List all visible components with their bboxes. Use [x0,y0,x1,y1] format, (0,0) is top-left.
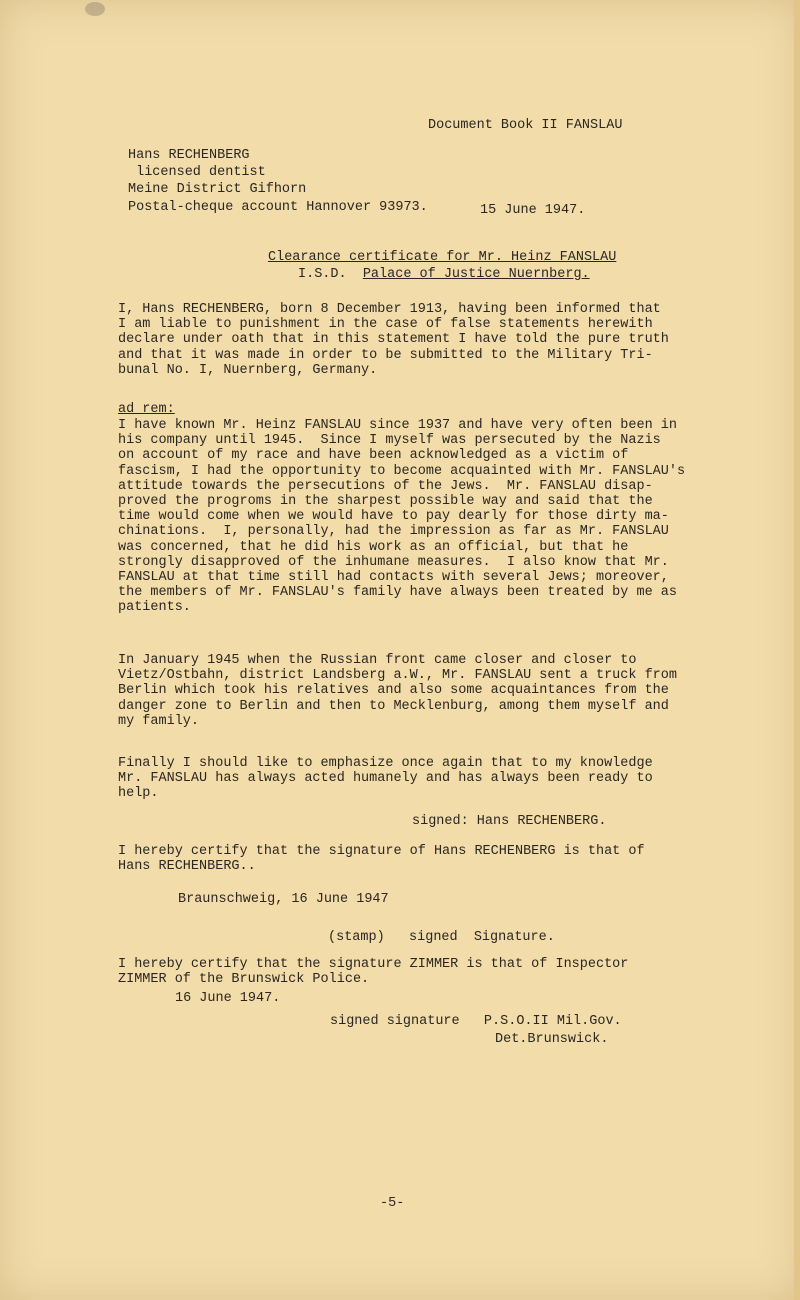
sender-account: Postal-cheque account Hannover 93973. [128,200,428,215]
certify-date: 16 June 1947. [175,991,281,1006]
signed-line: signed: Hans RECHENBERG. [412,814,607,829]
certify-paragraph-1: I hereby certify that the signature of Hans RECHENBERG is that of Hans RECHENBERG.. [118,844,645,875]
sender-title: licensed dentist [128,165,266,180]
ad-rem-label: ad rem: [118,402,175,417]
document-reference: Document Book II FANSLAU [428,118,623,133]
january-paragraph: In January 1945 when the Russian front came closer and closer to Vietz/Ostbahn, district Landsberg a.W., Mr. FANSLAU sent a truck from Berlin which took his relatives and also some acquaintances from the danger zone to Berlin and then to Mecklenburg, among them myself and my family. [118,653,677,729]
place-date: Braunschweig, 16 June 1947 [178,892,389,907]
heading-location: Palace of Justice Nuernberg. [362,267,590,282]
signed-office: Det.Brunswick. [495,1032,609,1047]
certify-paragraph-2: I hereby certify that the signature ZIMMER is that of Inspector ZIMMER of the Brunswick Police. [118,957,629,988]
page-number: -5- [380,1196,405,1211]
finally-paragraph: Finally I should like to emphasize once again that to my knowledge Mr. FANSLAU has always acted humanely and has always been ready to help. [118,756,653,802]
heading-line-2 [298,267,590,283]
letter-date: 15 June 1947. [480,203,586,218]
ink-smudge [85,2,105,16]
ad-rem-paragraph: I have known Mr. Heinz FANSLAU since 1937 and have very often been in his company until 1945. Since I myself was persecuted by the Nazis on account of my race and have been acknowledged as a victim of fascism, I had the opportunity to become acquainted with Mr. FANSLAU's attitude towards the persecutions of the Jews. Mr. FANSLAU disap- proved the progroms in the sharpest possible way and said that the time would come when we would have to pay dearly for those dirty ma- chinations. I, personally, had the impression as far as Mr. FANSLAU was concerned, that he did his work as an official, but that he strongly disapproved of the inhumane measures. I also know that Mr. FANSLAU at that time still had contacts with several Jews; moreover, the members of Mr. FANSLAU's family have always been treated by me as patients. [118,418,686,616]
paper-edge [794,0,800,1300]
stamp-line: (stamp) signed Signature. [328,930,555,945]
heading-line-1: Clearance certificate for Mr. Heinz FANSLAU [268,250,617,265]
sender-name: Hans RECHENBERG [128,148,250,163]
intro-paragraph: I, Hans RECHENBERG, born 8 December 1913, having been informed that I am liable to punishment in the case of false statements herewith declare under oath that in this statement I have told the pure truth and that it was made in order to be submitted to the Military Tri- bunal No. I, Nuernberg, Germany. [118,302,669,378]
heading-prefix: I.S.D. [298,267,363,282]
sender-district: Meine District Gifhorn [128,182,307,197]
signed-signature-line: signed signature P.S.O.II Mil.Gov. [330,1014,622,1029]
